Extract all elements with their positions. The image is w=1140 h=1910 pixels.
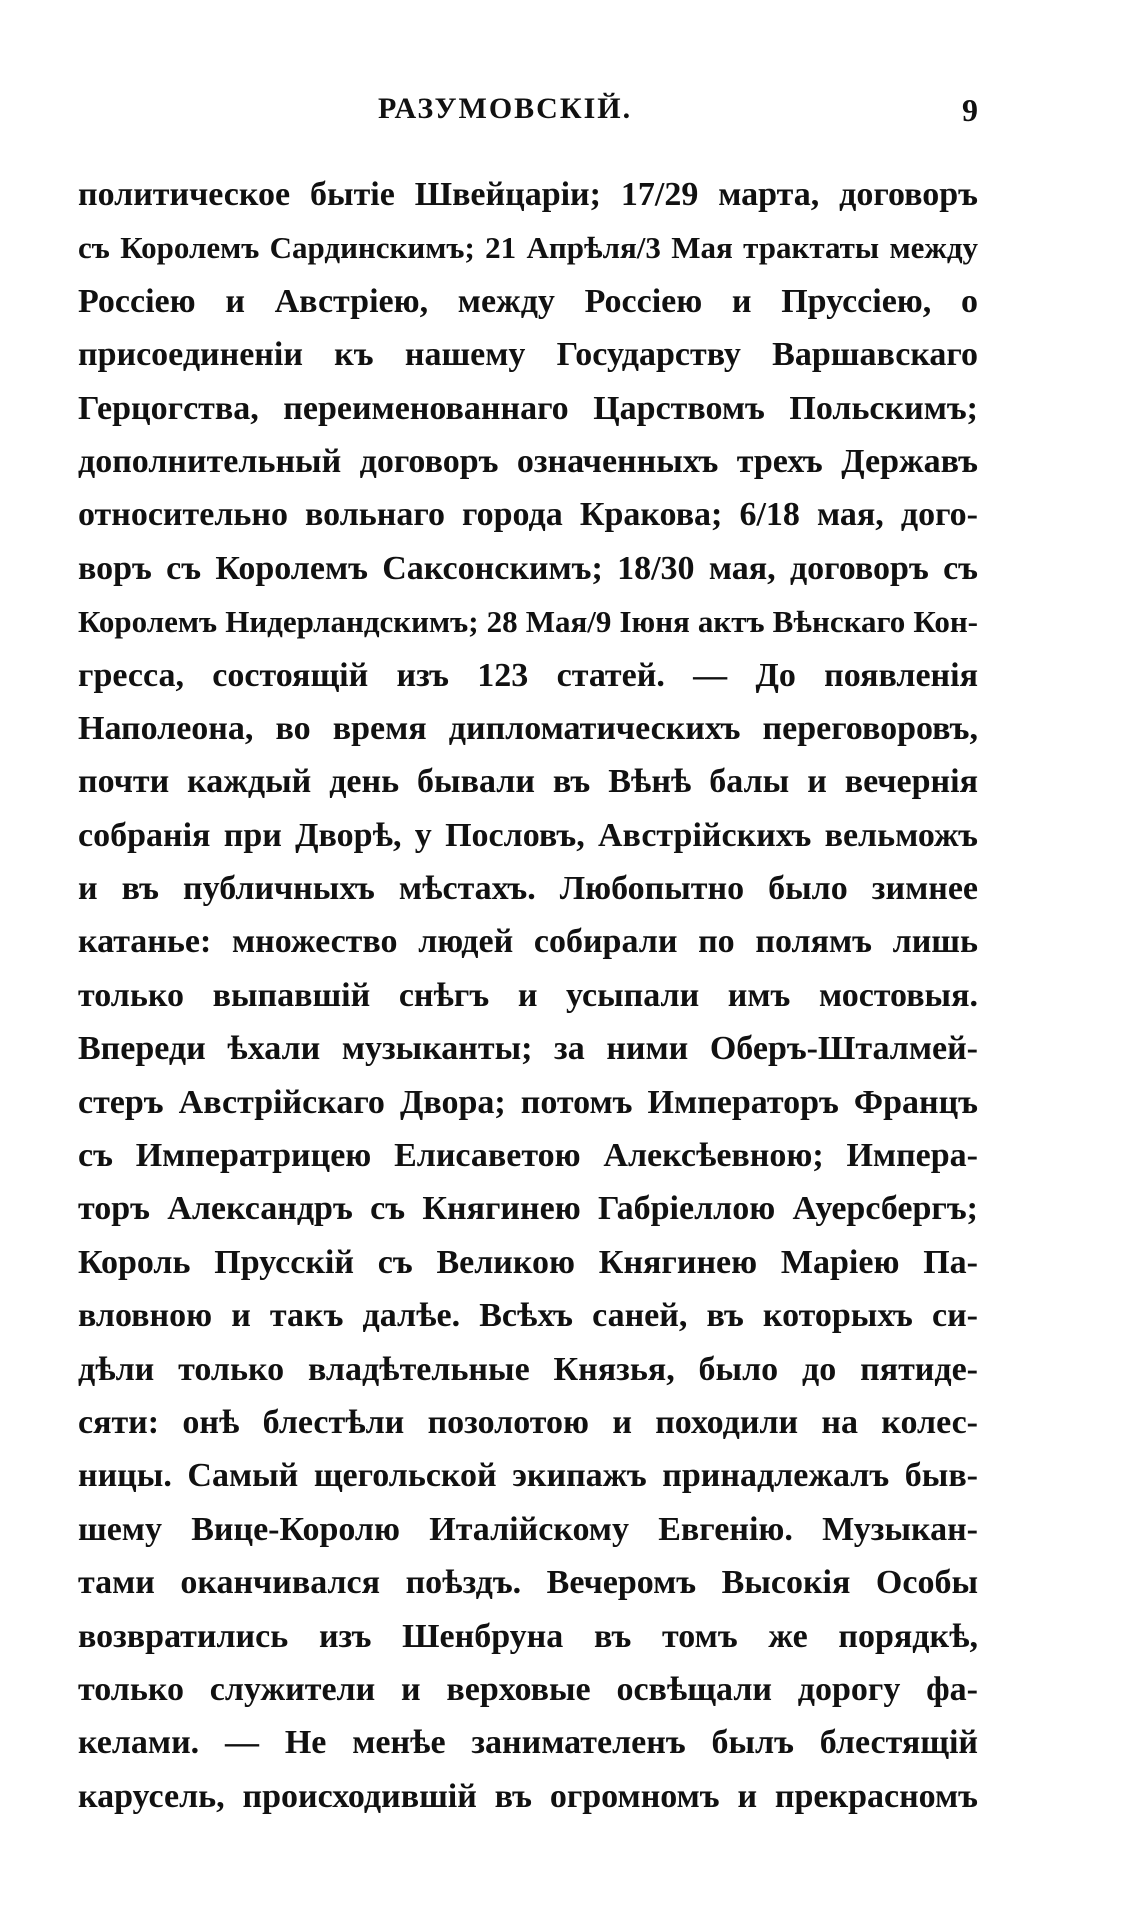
text-line: Впереди ѣхали музыканты; за ними Оберъ-Шталмей- [78, 1030, 978, 1068]
text-line: только выпавшій снѣгъ и усыпали имъ мостовыя. [78, 976, 978, 1014]
text-line: политическое бытіе Швейцаріи; 17/29 марта, договоръ [78, 176, 978, 213]
text-line: почти каждый день бывали въ Вѣнѣ балы и вечернія [78, 763, 978, 801]
text-line: съ Королемъ Сардинскимъ; 21 Апрѣля/3 Мая трактаты между [78, 230, 978, 266]
text-line: возвратились изъ Шенбруна въ томъ же порядкѣ, [78, 1617, 978, 1655]
text-line: дополнительный договоръ означенныхъ трехъ Державъ [78, 442, 978, 480]
text-line: собранія при Дворѣ, у Пословъ, Австрійскихъ вельможъ [78, 816, 978, 854]
text-line: стеръ Австрійскаго Двора; потомъ Императоръ Францъ [78, 1083, 978, 1121]
text-line: ницы. Самый щегольской экипажъ принадлежалъ быв- [78, 1457, 978, 1495]
text-line: присоединеніи къ нашему Государству Варшавскаго [78, 336, 978, 374]
text-line: Герцогства, переименованнаго Царствомъ Польскимъ; [78, 389, 978, 427]
text-line: гресса, состоящій изъ 123 статей. — До появленія [78, 656, 978, 694]
page-header [78, 92, 978, 152]
text-line: келами. — Не менѣе занимателенъ былъ блестящій [78, 1724, 978, 1762]
text-line: только служители и верховые освѣщали дорогу фа- [78, 1670, 978, 1708]
text-line: катанье: множество людей собирали по полямъ лишь [78, 923, 978, 961]
text-line: съ Императрицею Елисаветою Алексѣевною; Импера- [78, 1137, 978, 1175]
text-line: Король Прусскій съ Великою Княгинею Маріею Па- [78, 1243, 978, 1281]
text-line: тами оканчивался поѣздъ. Вечеромъ Высокія Особы [78, 1564, 978, 1602]
text-line: торъ Александръ съ Княгинею Габріеллою Ауерсбергъ; [78, 1190, 978, 1228]
text-line: шему Вице-Королю Италійскому Евгенію. Музыкан- [78, 1510, 978, 1548]
text-line: Россіею и Австріею, между Россіею и Пруссіею, о [78, 282, 978, 320]
text-line: Наполеона, во время дипломатическихъ переговоровъ, [78, 709, 978, 747]
text-line: воръ съ Королемъ Саксонскимъ; 18/30 мая, договоръ съ [78, 549, 978, 587]
running-head: РАЗУМОВСКІЙ. [378, 92, 633, 125]
text-line: Королемъ Нидерландскимъ; 28 Мая/9 Іюня актъ Вѣнскаго Кон- [78, 604, 978, 640]
text-line: и въ публичныхъ мѣстахъ. Любопытно было зимнее [78, 870, 978, 908]
text-line: карусель, происходившій въ огромномъ и прекрасномъ [78, 1777, 978, 1815]
text-line: вловною и такъ далѣе. Всѣхъ саней, въ которыхъ си- [78, 1297, 978, 1335]
text-line: сяти: онѣ блестѣли позолотою и походили на колес- [78, 1403, 978, 1441]
text-line: дѣли только владѣтельные Князья, было до пятиде- [78, 1350, 978, 1388]
body-text [78, 168, 978, 1823]
text-line: относительно вольнаго города Кракова; 6/18 мая, дого- [78, 496, 978, 534]
page-number: 9 [962, 92, 978, 128]
